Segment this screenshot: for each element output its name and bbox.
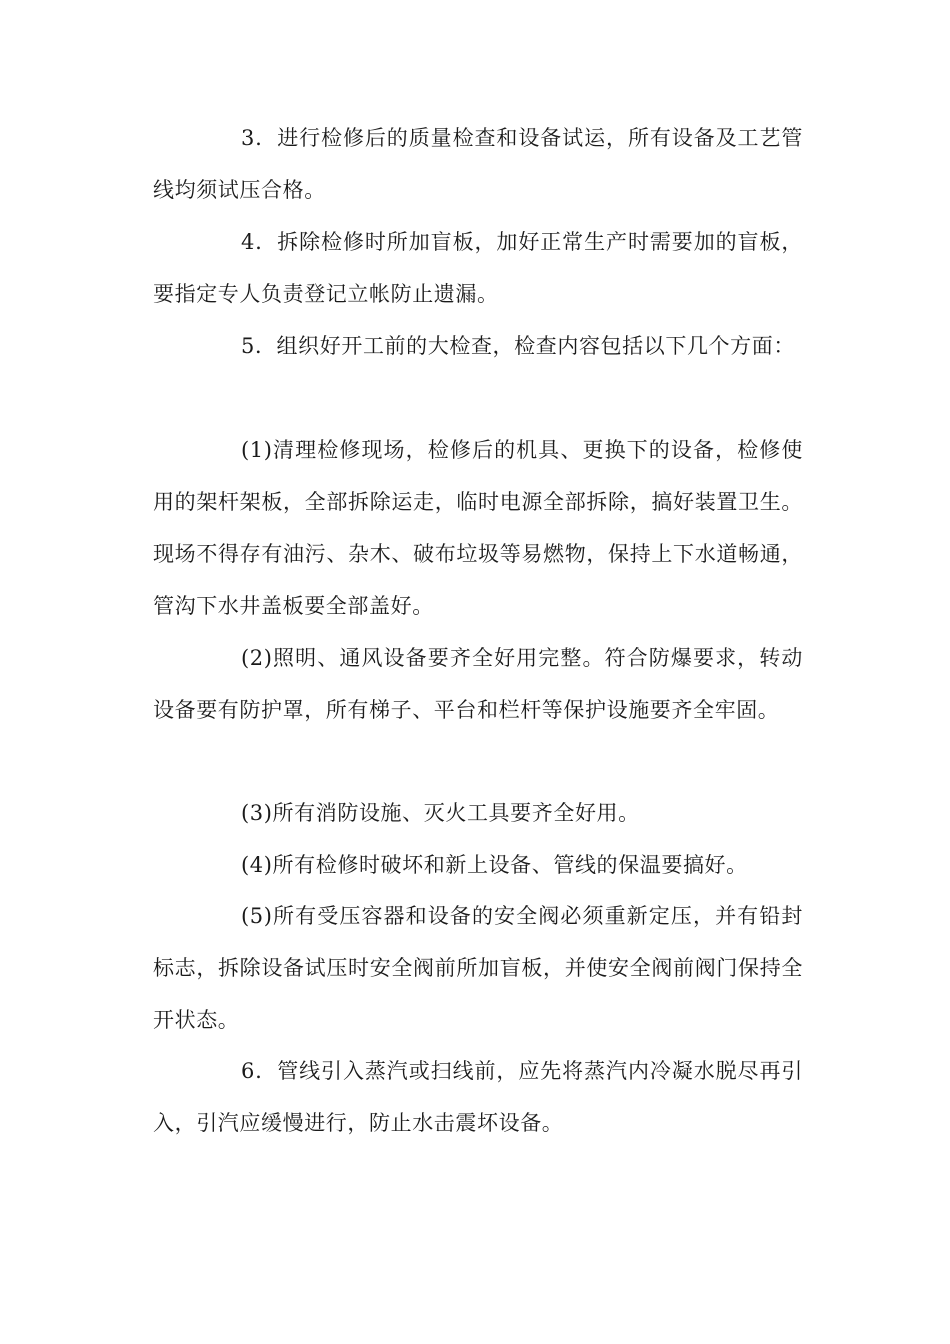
- paragraph-subitem-5: (5)所有受压容器和设备的安全阀必须重新定压，并有铅封标志，拆除设备试压时安全阀前所加盲板，并使安全阀前阀门保持全开状态。: [153, 904, 803, 1032]
- paragraph-subitem-1: (1)清理检修现场，检修后的机具、更换下的设备，检修使用的架杆架板，全部拆除运走，临时电源全部拆除，搞好装置卫生。现场不得存有油污、杂木、破布垃圾等易燃物，保持上下水道畅通，管沟下水井盖板要全部盖好。: [153, 438, 803, 618]
- paragraph-item-5: 5．组织好开工前的大检查，检查内容包括以下几个方面：: [241, 334, 795, 358]
- paragraph-item-4: 4．拆除检修时所加盲板，加好正常生产时需要加的盲板，要指定专人负责登记立帐防止遗漏。: [153, 230, 803, 306]
- paragraph-item-3: 3．进行检修后的质量检查和设备试运，所有设备及工艺管线均须试压合格。: [153, 126, 803, 202]
- paragraph-subitem-3: (3)所有消防设施、灭火工具要齐全好用。: [241, 801, 640, 825]
- paragraph-subitem-2: (2)照明、通风设备要齐全好用完整。符合防爆要求，转动设备要有防护罩，所有梯子、平台和栏杆等保护设施要齐全牢固。: [153, 646, 803, 722]
- paragraph-item-6: 6．管线引入蒸汽或扫线前，应先将蒸汽内冷凝水脱尽再引入，引汽应缓慢进行，防止水击震坏设备。: [153, 1059, 803, 1135]
- paragraph-subitem-4: (4)所有检修时破坏和新上设备、管线的保温要搞好。: [241, 853, 748, 877]
